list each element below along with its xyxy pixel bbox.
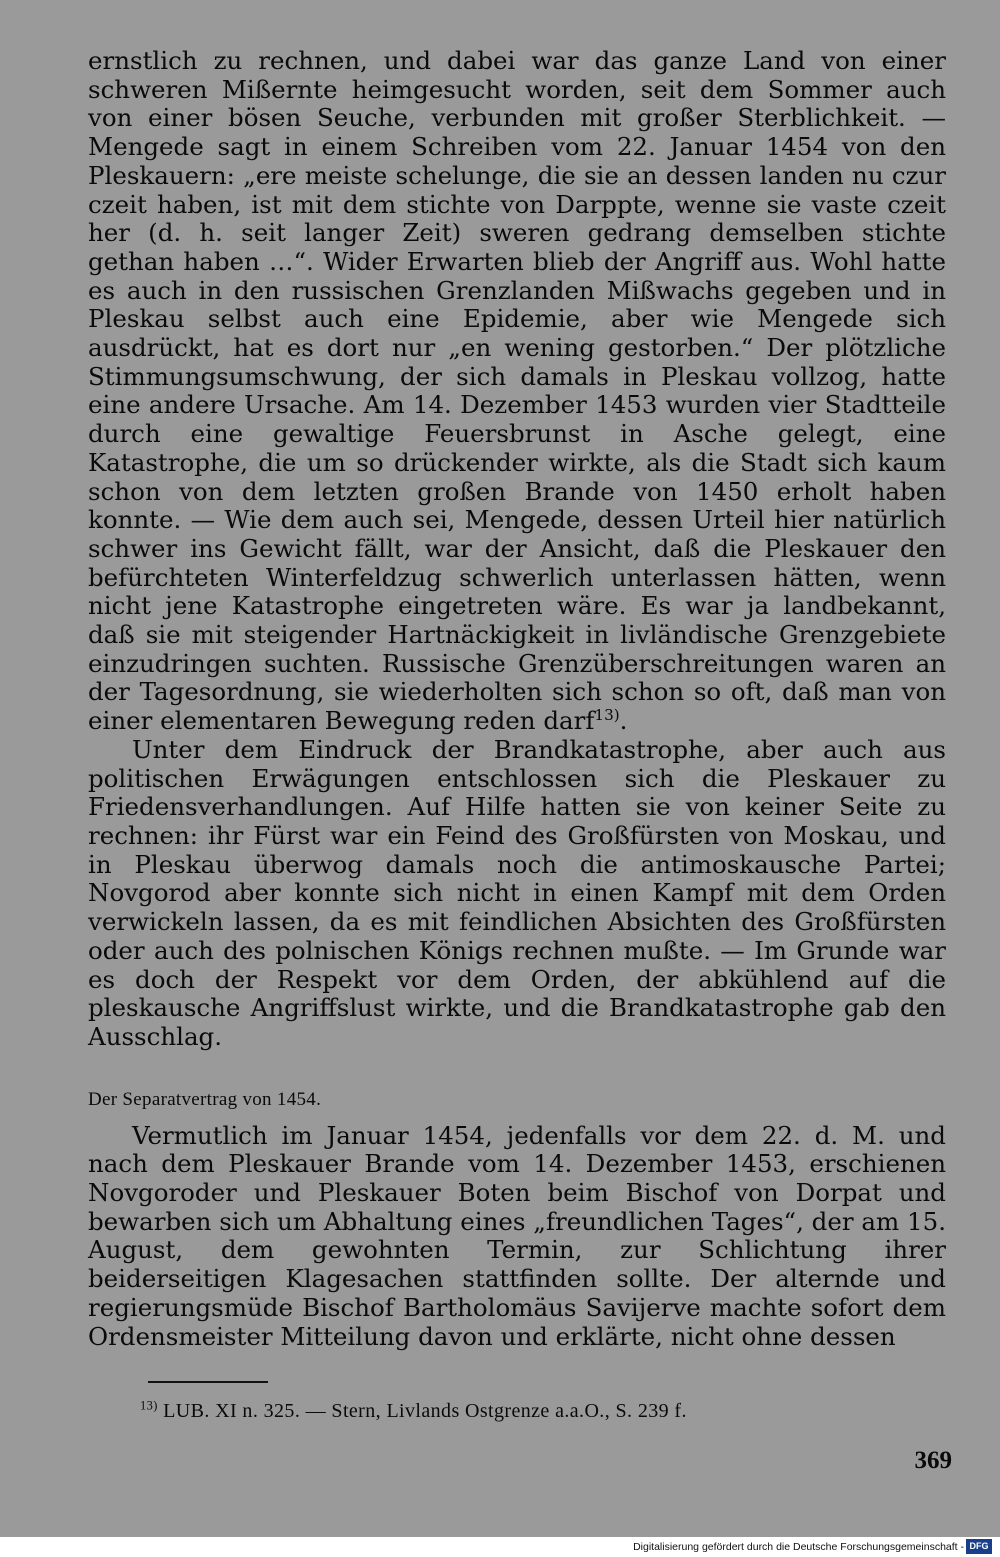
paragraph-2: Unter dem Eindruck der Brandkatastrophe, aber auch aus politischen Erwägungen entschlossen sich die Pleskauer zu Friedensverhandlungen. Auf Hilfe hatten sie von keiner Seite zu rechnen: ihr Fürst war ein Feind des Großfürsten von Moskau, und in Pleskau überwog damals noch die antimoskausche Partei; Novgorod aber konnte sich nicht in einen Kampf mit dem Orden verwickeln lassen, da es mit feindlichen Absichten des Großfürsten oder auch des polnischen Königs rechnen mußte. — Im Grunde war es doch der Respekt vor dem Orden, der abkühlend auf die pleskausche Angriffslust wirkte, und die Brandkatastrophe gab den Ausschlag. — [88, 734, 946, 1051]
footnote-reference[interactable]: 13) — [594, 706, 620, 725]
paragraph-3: Vermutlich im Januar 1454, jedenfalls vor dem 22. d. M. und nach dem Pleskauer Brande vom 14. Dezember 1453, erschienen Novgoroder und Pleskauer Boten beim Bischof von Dorpat und bewarben sich um Abhaltung eines „freundlichen Tages“, der am 15. August, dem gewohnten Termin, zur Schlichtung ihrer beiderseitigen Klagesachen stattfinden sollte. Der alternde und regierungsmüde Bischof Bartholomäus Savijerve machte sofort dem Ordensmeister Mitteilung davon und erklärte, nicht ohne dessen — [88, 1120, 946, 1351]
main-text — [88, 47, 946, 1351]
paragraph-1 — [88, 47, 946, 736]
footnote-marker: 13) — [140, 1398, 158, 1413]
dfg-logo-icon: DFG — [966, 1539, 992, 1554]
paragraph-1-end: . — [619, 706, 628, 736]
digitization-credit: Digitalisierung gefördert durch die Deutsche Forschungsgemeinschaft - — [633, 1541, 964, 1553]
page-number: 369 — [914, 1447, 952, 1474]
footnote-text: LUB. XI n. 325. — Stern, Livlands Ostgrenze a.a.O., S. 239 f. — [157, 1400, 687, 1422]
footnote-divider — [148, 1381, 268, 1383]
footnote-13 — [140, 1398, 940, 1424]
paragraph-1-text: ernstlich zu rechnen, und dabei war das ganze Land von einer schweren Mißernte heimgesucht worden, seit dem Sommer auch von einer bösen Seuche, verbunden mit großer Sterblichkeit. — Mengede sagt in einem Schreiben vom 22. Januar 1454 von den Pleskauern: „ere meiste schelunge, die sie an dessen landen nu czur czeit haben, ist mit dem stichte von Darppte, wenne sie vaste czeit her (d. h. seit langer Zeit) sweren gedrang demselben stichte gethan haben …“. Wider Erwarten blieb der Angriff aus. Wohl hatte es auch in den russischen Grenzlanden Mißwachs gegeben und in Pleskau selbst auch eine Epidemie, aber wie Mengede sich ausdrückt, hat es dort nur „en wening gestorben.“ Der plötzliche Stimmungsumschwung, der sich damals in Pleskau vollzog, hatte eine andere Ursache. Am 14. Dezember 1453 wurden vier Stadtteile durch eine gewaltige Feuersbrunst in Asche gelegt, eine Katastrophe, die um so drückender wirkte, als die Stadt sich kaum schon von dem letzten großen Brande von 1450 erholt haben konnte. — Wie dem auch sei, Mengede, dessen Urteil hier natürlich schwer ins Gewicht fällt, war der Ansicht, daß die Pleskauer den befürchteten Winterfeldzug schwerlich unterlassen hätten, wenn nicht jene Katastrophe eingetreten wäre. Es war ja landbekannt, daß sie mit steigender Hartnäckigkeit in livländische Grenzgebiete einzudringen suchten. Russische Grenzüberschreitungen waren an der Tagesordnung, sie wiederholten sich schon so oft, daß man von einer elementaren Bewegung reden darf — [88, 46, 946, 736]
section-heading: Der Separatvertrag von 1454. — [88, 1088, 322, 1110]
